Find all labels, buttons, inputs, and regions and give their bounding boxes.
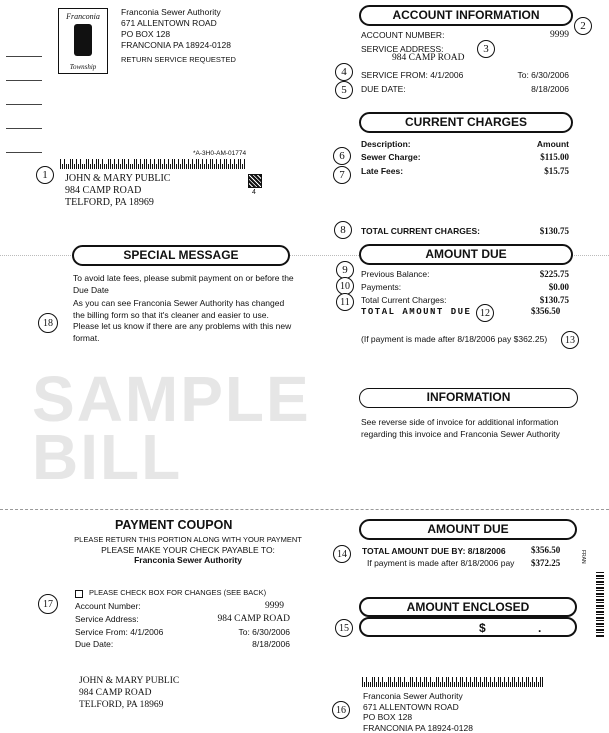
sender-po: PO BOX 128	[121, 29, 171, 39]
coupon-due-row	[75, 639, 290, 649]
coupon-account-value: 9999	[265, 601, 284, 611]
sender-street: 671 ALLENTOWN ROAD	[121, 18, 217, 28]
township-logo	[58, 8, 108, 74]
mailing-address	[65, 173, 170, 209]
coupon-payee: Franconia Sewer Authority	[134, 555, 242, 565]
service-address-value: 984 CAMP ROAD	[392, 53, 465, 63]
mailing-name: JOHN & MARY PUBLIC	[65, 173, 171, 184]
coupon-late-label: If payment is made after 8/18/2006 pay	[367, 558, 515, 568]
service-address-label: SERVICE ADDRESS:	[361, 44, 444, 54]
special-message-line1: To avoid late fees, please submit payment on or before the Due Date	[73, 273, 294, 295]
return-service: RETURN SERVICE REQUESTED	[121, 55, 236, 64]
coupon-total-label: TOTAL AMOUNT DUE BY: 8/18/2006	[362, 546, 506, 556]
amount-enclosed-title: AMOUNT ENCLOSED	[406, 600, 530, 614]
amount-due-title: AMOUNT DUE	[425, 247, 507, 261]
sender-address	[121, 7, 236, 65]
sender-city: FRANCONIA PA 18924-0128	[121, 40, 231, 50]
description-header: Description:	[361, 139, 411, 149]
account-info-title: ACCOUNT INFORMATION	[392, 8, 540, 22]
callout-3: 3	[477, 40, 495, 58]
left-edge-line	[6, 80, 42, 81]
total-current-charges-label: TOTAL CURRENT CHARGES:	[361, 226, 480, 236]
callout-2: 2	[574, 17, 592, 35]
account-info-header	[359, 5, 573, 26]
remit-name: Franconia Sewer Authority	[363, 691, 463, 701]
previous-balance-value: $225.75	[539, 269, 569, 279]
coupon-period-row	[75, 627, 290, 637]
side-code: FRAN	[580, 550, 586, 564]
information-text: See reverse side of invoice for additional information regarding this invoice and Franconia Sewer Authority	[361, 417, 560, 439]
coupon-cut-line	[0, 509, 609, 510]
callout-18: 18	[38, 313, 58, 333]
coupon-street: 984 CAMP ROAD	[79, 688, 152, 698]
enclosed-decimal-point: .	[538, 621, 542, 635]
sewer-charge-row	[361, 152, 569, 162]
previous-balance-row	[361, 269, 569, 279]
coupon-amount-due-header	[359, 519, 577, 540]
callout-1: 1	[36, 166, 54, 184]
coupon-address-value: 984 CAMP ROAD	[217, 614, 290, 624]
logo-emblem	[74, 24, 92, 56]
late-fees-label: Late Fees:	[361, 166, 404, 176]
coupon-city: TELFORD, PA 18969	[79, 700, 164, 710]
mailing-street: 984 CAMP ROAD	[65, 185, 142, 196]
information-header	[359, 388, 578, 408]
previous-balance-label: Previous Balance:	[361, 269, 430, 279]
left-edge-line	[6, 128, 42, 129]
coupon-account-row	[75, 601, 290, 611]
total-amount-due-label: TOTAL AMOUNT DUE	[361, 307, 472, 317]
left-edge-line	[6, 104, 42, 105]
sewer-charge-label: Sewer Charge:	[361, 152, 421, 162]
callout-10: 10	[336, 277, 354, 295]
total-current-value: $130.75	[539, 295, 569, 305]
late-fees-value: $15.75	[544, 166, 569, 176]
special-message-line2: As you can see Franconia Sewer Authority has changed the billing form so that it's cleaner and easier to use. Please let us know if there are any problems with this new format.	[73, 298, 292, 343]
account-number-row	[361, 30, 569, 40]
callout-7: 7	[333, 166, 351, 184]
callout-8: 8	[334, 221, 352, 239]
mail-code: *A-3H0-AM-01774	[193, 150, 247, 157]
coupon-line2: PLEASE MAKE YOUR CHECK PAYABLE TO:	[101, 545, 275, 555]
service-period-row	[361, 70, 569, 80]
mailing-city: TELFORD, PA 18969	[65, 197, 154, 208]
remit-street: 671 ALLENTOWN ROAD	[363, 701, 459, 712]
remit-city: FRANCONIA PA 18924-0128	[363, 722, 473, 733]
vertical-barcode	[596, 572, 604, 638]
coupon-line1: PLEASE RETURN THIS PORTION ALONG WITH YOUR PAYMENT	[74, 535, 302, 544]
callout-17: 17	[38, 594, 58, 614]
callout-9: 9	[336, 261, 354, 279]
payments-label: Payments:	[361, 282, 402, 292]
coupon-address-label: Service Address:	[75, 614, 139, 624]
late-fees-row	[361, 166, 569, 176]
amount-enclosed-field[interactable]	[359, 617, 577, 637]
watermark-sample: SAMPLE	[32, 363, 311, 435]
watermark-bill: BILL	[32, 421, 183, 493]
callout-13: 13	[561, 331, 579, 349]
due-date-value: 8/18/2006	[531, 84, 569, 94]
callout-12: 12	[476, 304, 494, 322]
service-from-label: SERVICE FROM: 4/1/2006	[361, 70, 464, 80]
callout-5: 5	[335, 81, 353, 99]
amount-enclosed-header	[359, 597, 577, 617]
charges-header-row	[361, 139, 569, 149]
payments-row	[361, 282, 569, 292]
total-current-charges-value: $130.75	[539, 226, 569, 236]
coupon-title: PAYMENT COUPON	[115, 518, 233, 532]
checkbox-label: PLEASE CHECK BOX FOR CHANGES (SEE BACK)	[89, 588, 267, 597]
postal-barcode	[60, 159, 245, 169]
current-charges-title: CURRENT CHARGES	[404, 115, 527, 129]
information-title: INFORMATION	[426, 390, 511, 404]
coupon-from-label: Service From: 4/1/2006	[75, 627, 164, 637]
coupon-address-row	[75, 614, 290, 624]
callout-6: 6	[333, 147, 351, 165]
sewer-charge-value: $115.00	[540, 152, 569, 162]
coupon-name: JOHN & MARY PUBLIC	[79, 676, 180, 686]
enclosed-dollar-sign: $	[479, 621, 486, 635]
late-payment-note: (If payment is made after 8/18/2006 pay $362.25)	[361, 334, 548, 344]
callout-4: 4	[335, 63, 353, 81]
account-number-value: 9999	[550, 30, 569, 40]
coupon-instructions	[68, 535, 308, 565]
coupon-to-value: To: 6/30/2006	[238, 627, 290, 637]
special-message-body	[73, 273, 295, 344]
logo-text-bottom: Township	[69, 63, 97, 71]
due-date-label: DUE DATE:	[361, 84, 406, 94]
callout-11: 11	[336, 293, 354, 311]
callout-15: 15	[335, 619, 353, 637]
changes-checkbox[interactable]	[75, 590, 83, 598]
remit-address	[363, 691, 473, 733]
service-to-value: To: 6/30/2006	[517, 70, 569, 80]
logo-text-top: Franconia	[66, 12, 100, 21]
callout-14: 14	[333, 545, 351, 563]
payments-value: $0.00	[548, 282, 569, 292]
due-date-row	[361, 84, 569, 94]
coupon-total-value: $356.50	[531, 545, 561, 555]
left-edge-line	[6, 56, 42, 57]
amount-header: Amount	[536, 139, 569, 149]
remit-po: PO BOX 128	[363, 712, 413, 722]
coupon-mailing-address	[79, 675, 179, 711]
coupon-account-label: Account Number:	[75, 601, 141, 611]
coupon-late-value: $372.25	[531, 558, 561, 568]
current-charges-header	[359, 112, 573, 133]
total-current-row	[361, 295, 569, 305]
account-number-label: ACCOUNT NUMBER:	[361, 30, 445, 40]
total-current-label: Total Current Charges:	[361, 295, 447, 305]
sender-name: Franconia Sewer Authority	[121, 7, 221, 17]
coupon-amount-due-title: AMOUNT DUE	[427, 522, 509, 536]
left-edge-line	[6, 152, 42, 153]
special-message-title: SPECIAL MESSAGE	[123, 248, 239, 262]
total-current-charges-row	[361, 226, 569, 236]
special-message-header	[72, 245, 290, 266]
datamatrix-code	[248, 174, 262, 188]
total-amount-due-value: $356.50	[531, 306, 561, 316]
callout-16: 16	[332, 701, 350, 719]
remit-barcode	[362, 677, 543, 687]
coupon-due-label: Due Date:	[75, 639, 114, 649]
amount-due-header	[359, 244, 573, 265]
mail-sub-code: 4	[252, 189, 256, 196]
coupon-due-value: 8/18/2006	[252, 639, 290, 649]
